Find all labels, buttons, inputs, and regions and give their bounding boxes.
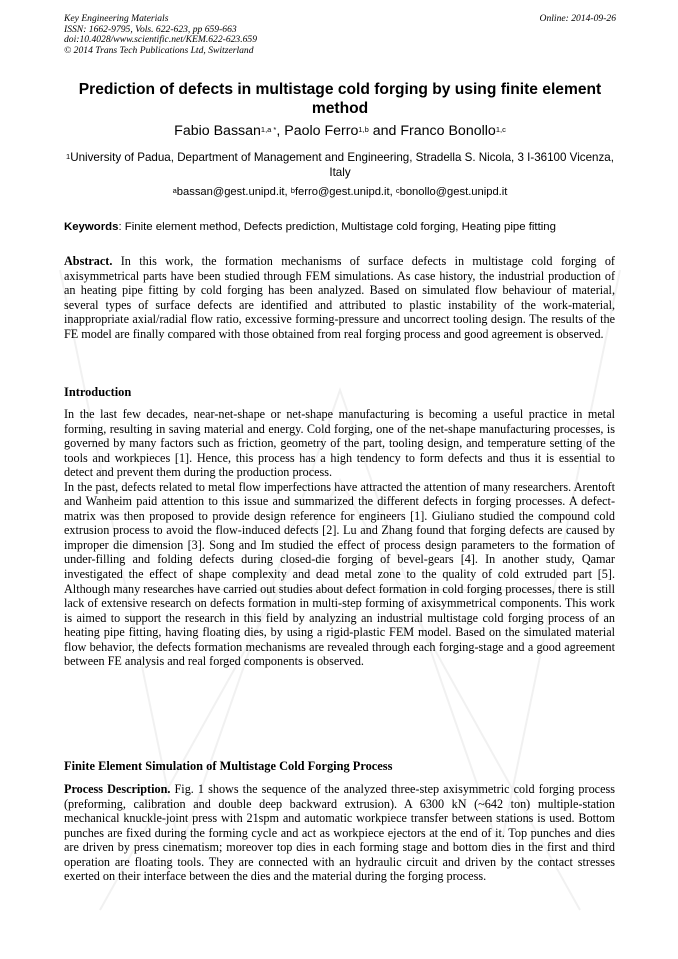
abstract [64, 254, 615, 341]
journal-name: Key Engineering Materials [64, 13, 169, 24]
author-separator: and [368, 123, 401, 139]
keywords-label: Keywords [64, 221, 119, 233]
email-superscript: c [395, 186, 400, 195]
author-list [64, 122, 616, 140]
process-description-text: Fig. 1 shows the sequence of the analyzed three-step axisymmetric cold forging process (preforming, calibration and double deep backward extrusion). A 6300 kN (~642 ton) multiple-station mechanical knuckle-joint press with 21spm and automatic workpiece transfer between stations is used. Bottom punches are fixed during the forming cycle and act as workpiece ejectors at the end of it. Top punches and dies are driven by press cinematism; moreover top dies in each forming stage and bottom dies in the first and third operation are floating tools. They are connected with an hydraulic circuit and driven by the contact stresses exerted on their interface between the dies and the material during the forging process. [64, 782, 615, 884]
affiliation-superscript: 1 [66, 152, 71, 161]
abstract-label: Abstract. [64, 254, 113, 268]
email-list [64, 185, 616, 199]
email-superscript: b [290, 186, 295, 195]
author-superscript: 1,c [495, 125, 506, 134]
email-link[interactable]: bassan@gest.unipd.it [176, 186, 285, 198]
fem-section-heading: Finite Element Simulation of Multistage Cold Forging Process [64, 759, 393, 773]
email-link[interactable]: bonollo@gest.unipd.it [399, 186, 508, 198]
intro-paragraph-1: In the last few decades, near-net-shape or net-shape manufacturing is becoming a useful practice in metal forming, resulting in saving material and energy. Cold forging, one of the net-shape manufacturing processes, is governed by many factors such as friction, geometry of the part, tooling design, and temperature setting of the tools and workpieces [1]. Hence, this process has a high tendency to form defects and thus it is essential to detect and prevent them during the production process. [64, 407, 615, 480]
email-separator: , [389, 186, 396, 198]
intro-paragraph-2: In the past, defects related to metal flow imperfections have attracted the attention of many researchers. Arentoft and Wanheim paid attention to this issue and summarized the different defects in forging processes. A defect-matrix was then proposed to provide design reference for engineers [1]. Giuliano studied the compound cold extrusion process to avoid the flow-induced defects [2]. Lu and Zhang found that forging defects are caused by improper die dimension [3]. Song and Im studied the effect of process design parameters to the formation of under-filling and folding defects during closed-die forging of bevel-gears [4]. In another study, Qamar investigated the effect of shape complexity and dead metal zone to the quality of cold extruded part [5]. Although many researches have carried out studies about defect formation in cold forging processes, there is still lack of extensive research on defects formation in multi-step forming of axisymmetrical components. This work is aimed to support the research in this field by analyzing an industrial multistage cold forging process of an heating pipe fitting, having floating dies, by using a rigid-plastic FEM model. Based on the simulated material flow behavior, the defects formation mechanisms are revealed through each forging-stage and a good agreement between FE analysis and real forged components is observed. [64, 479, 615, 669]
author-name: Fabio Bassan [174, 123, 261, 139]
keywords [64, 220, 616, 234]
author-superscript: 1,b [358, 125, 369, 134]
paper-title: Prediction of defects in multistage cold forging by using finite element method [78, 81, 602, 117]
author-superscript: 1,a * [260, 125, 277, 134]
affiliation [64, 150, 616, 180]
author-name: Franco Bonollo [400, 123, 496, 139]
affiliation-text: University of Padua, Department of Management and Engineering, Stradella S. Nicola, 3 I-36100 Vicenza, Italy [70, 151, 614, 179]
abstract-text: In this work, the formation mechanisms of surface defects in multistage cold forging of axisymmetrical parts have been studied through FEM simulations. As case history, the industrial production of an heating pipe fitting by cold forging has been analyzed. Based on simulated flow behaviour of material, several types of surface defects are identified and attributed to plastic instability of the work-material, inappropriate axial/radial flow ratio, excessive forming-pressure and uncorrect tooling design. The results of the FE model are finally compared with those obtained from real forging process and good agreement is observed. [64, 254, 615, 341]
introduction-heading: Introduction [64, 385, 132, 399]
email-separator: , [284, 186, 291, 198]
issn-line: ISSN: 1662-9795, Vols. 622-623, pp 659-663 [64, 23, 237, 35]
copyright-line: © 2014 Trans Tech Publications Ltd, Switzerland [64, 44, 254, 56]
email-superscript: a [172, 186, 177, 195]
journal-header [64, 14, 616, 56]
doi-line: doi:10.4028/www.scientific.net/KEM.622-623.659 [64, 34, 258, 46]
fem-section-body [64, 782, 615, 884]
author-name: Paolo Ferro [284, 123, 359, 139]
introduction-body [64, 407, 615, 669]
online-date: Online: 2014-09-26 [539, 13, 616, 24]
keywords-text: : Finite element method, Defects prediction, Multistage cold forging, Heating pipe fitting [118, 221, 556, 233]
author-separator: , [276, 123, 285, 139]
process-description-label: Process Description. [64, 782, 171, 796]
email-link[interactable]: ferro@gest.unipd.it [294, 186, 390, 198]
